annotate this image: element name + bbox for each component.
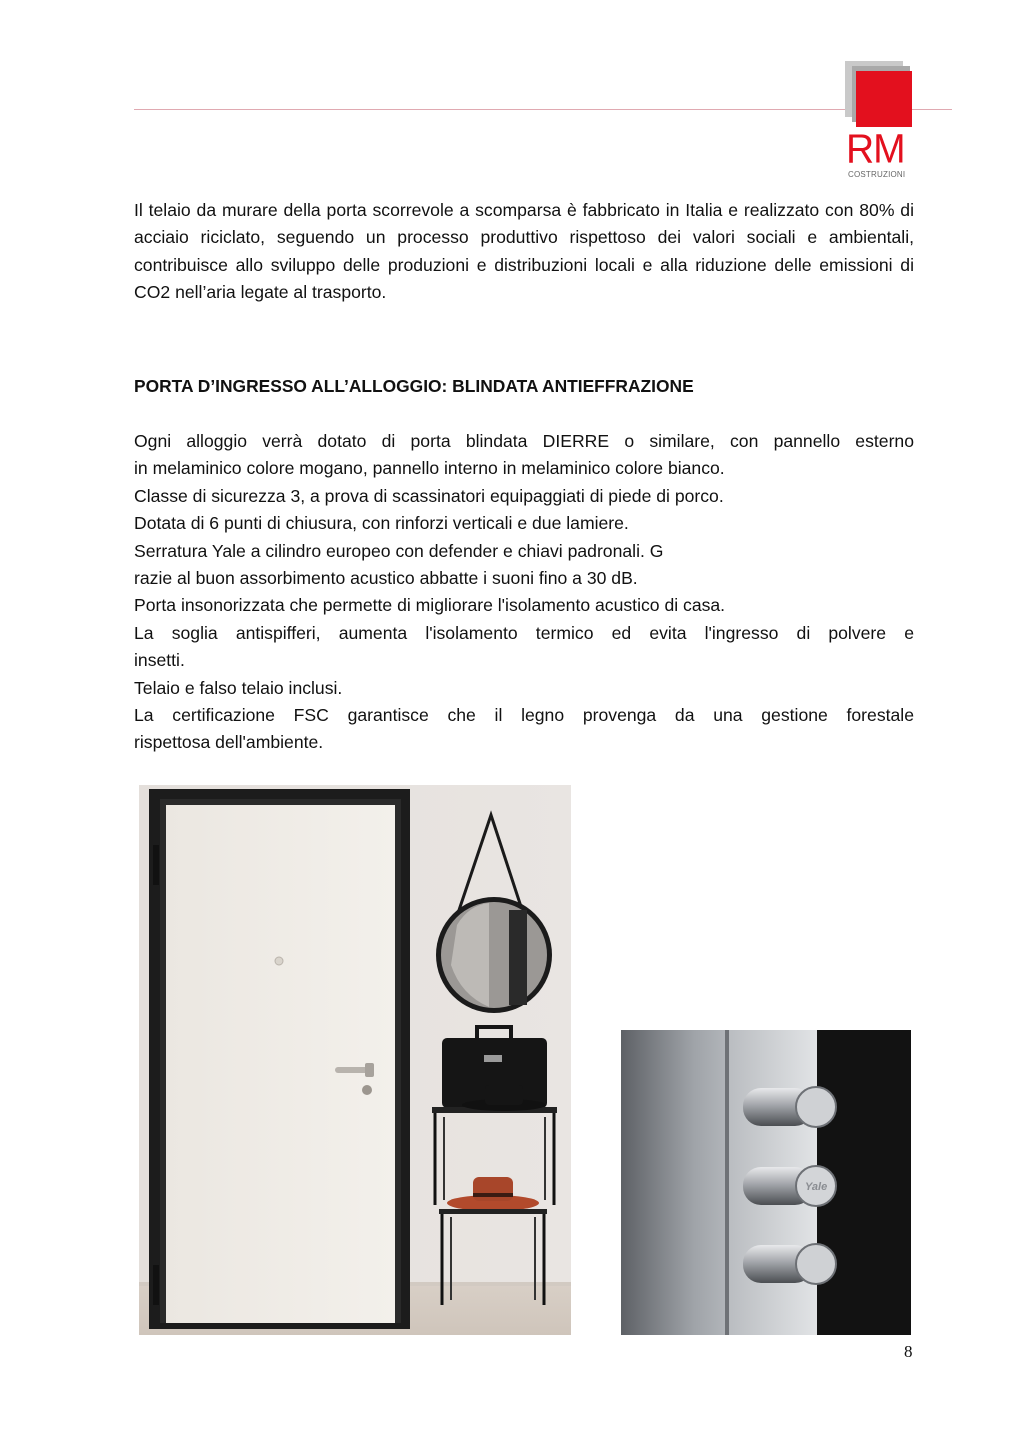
header-rule bbox=[134, 109, 952, 110]
body-line: La certificazione FSC garantisce che il legno provenga da una gestione forestale bbox=[134, 705, 914, 726]
body-line: razie al buon assorbimento acustico abbatte i suoni fino a 30 dB. bbox=[134, 568, 638, 589]
door-photo bbox=[139, 785, 571, 1335]
door-description bbox=[134, 428, 914, 757]
body-line: Porta insonorizzata che permette di migliorare l'isolamento acustico di casa. bbox=[134, 595, 726, 616]
company-logo bbox=[842, 58, 914, 180]
body-line: Classe di sicurezza 3, a prova di scassinatori equipaggiati di piede di porco. bbox=[134, 485, 724, 506]
body-line: rispettosa dell'ambiente. bbox=[134, 732, 324, 753]
yale-engraving: Yale bbox=[805, 1181, 828, 1193]
door-photo-illustration bbox=[139, 785, 571, 1335]
logo-subtitle: COSTRUZIONI bbox=[848, 170, 906, 179]
body-line: insetti. bbox=[134, 650, 185, 671]
lock-bolts-photo bbox=[621, 1030, 911, 1335]
body-line: Dotata di 6 punti di chiusura, con rinforzi verticali e due lamiere. bbox=[134, 513, 629, 534]
body-line: in melaminico colore mogano, pannello interno in melaminico colore bianco. bbox=[134, 458, 725, 479]
body-line: Telaio e falso telaio inclusi. bbox=[134, 677, 343, 698]
page-number: 8 bbox=[904, 1342, 913, 1361]
logo-letters: RM bbox=[846, 126, 905, 173]
body-line: La soglia antispifferi, aumenta l'isolamento termico ed evita l'ingresso di polvere e bbox=[134, 622, 914, 643]
lock-bolts-illustration bbox=[621, 1030, 911, 1335]
body-line: Ogni alloggio verrà dotato di porta blindata DIERRE o similare, con pannello esterno bbox=[134, 431, 914, 451]
logo-square-front bbox=[856, 71, 912, 127]
section-heading: PORTA D’INGRESSO ALL’ALLOGGIO: BLINDATA ANTIEFFRAZIONE bbox=[134, 376, 694, 396]
intro-paragraph: Il telaio da murare della porta scorrevole a scomparsa è fabbricato in Italia e realizzato con 80% di acciaio riciclato, seguendo un processo produttivo rispettoso dei valori sociali e ambientali, contribuisce allo sviluppo delle produzioni e distribuzioni locali e alla riduzione delle emissioni di CO2 nell’aria legate al trasporto. bbox=[134, 200, 914, 303]
body-line: Serratura Yale a cilindro europeo con defender e chiavi padronali. G bbox=[134, 540, 664, 561]
